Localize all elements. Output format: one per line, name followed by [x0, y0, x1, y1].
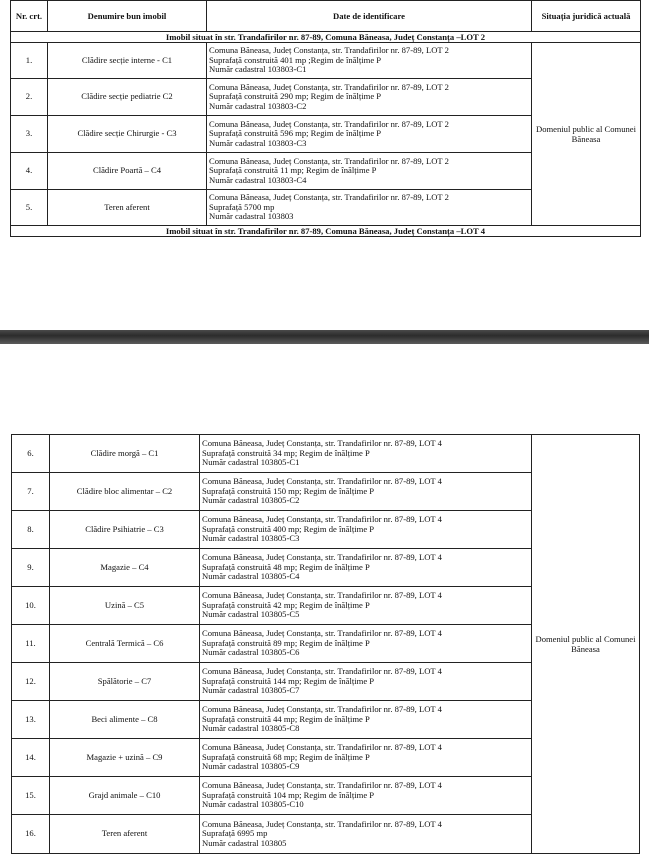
- property-name: Clădire secție pediatrie C2: [48, 79, 207, 116]
- identification-line: Suprafață construită 144 mp; Regim de înălțime P: [202, 675, 375, 686]
- property-name: Clădire secție interne - C1: [48, 43, 207, 79]
- row-number: 9.: [12, 549, 50, 587]
- identification-line: Suprafață construită 401 mp ;Regim de înălțime P: [209, 54, 382, 65]
- row-number: 3.: [11, 116, 48, 153]
- property-name: Clădire Psihiatrie – C3: [50, 511, 200, 549]
- identification-data: [207, 43, 532, 79]
- property-name: Clădire bloc alimentar – C2: [50, 473, 200, 511]
- identification-line: Suprafață construită 150 mp; Regim de înălțime P: [202, 485, 375, 496]
- row-number: 14.: [12, 739, 50, 777]
- identification-line: Comuna Băneasa, Județ Constanța, str. Trandafirilor nr. 87-89, LOT 4: [202, 438, 442, 449]
- row-number: 15.: [12, 777, 50, 815]
- identification-line: Suprafață construită 400 mp; Regim de înălțime P: [202, 523, 375, 534]
- section-title: Imobil situat în str. Trandafirilor nr. 87-89, Comuna Băneasa, Județ Constanța –LOT 4: [11, 226, 641, 237]
- identification-line: Comuna Băneasa, Județ Constanța, str. Trandafirilor nr. 87-89, LOT 4: [202, 818, 442, 829]
- identification-line: Comuna Băneasa, Județ Constanța, str. Trandafirilor nr. 87-89, LOT 4: [202, 704, 442, 715]
- identification-data: [200, 701, 532, 739]
- identification-line: Suprafață construită 44 mp; Regim de înălțime P: [202, 713, 370, 724]
- row-number: 5.: [11, 190, 48, 226]
- row-number: 1.: [11, 43, 48, 79]
- section-row-lot2: [11, 32, 641, 43]
- identification-line: Număr cadastral 103805-C1: [202, 457, 300, 468]
- identification-data: [200, 511, 532, 549]
- identification-data: [200, 625, 532, 663]
- identification-line: Suprafață construită 11 mp; Regim de înălțime P: [209, 165, 377, 176]
- property-name: Magazie + uzină – C9: [50, 739, 200, 777]
- header-data: Date de identificare: [207, 1, 532, 32]
- identification-line: Număr cadastral 103805-C9: [202, 761, 300, 772]
- row-number: 2.: [11, 79, 48, 116]
- property-name: Spălătorie – C7: [50, 663, 200, 701]
- section-row-lot4: [11, 226, 641, 237]
- inventory-table-lot2: [10, 0, 641, 237]
- identification-line: Număr cadastral 103805-C7: [202, 685, 300, 696]
- identification-line: Număr cadastral 103803-C2: [209, 100, 307, 111]
- identification-line: Comuna Băneasa, Județ Constanța, str. Trandafirilor nr. 87-89, LOT 4: [202, 552, 442, 563]
- property-name: Teren aferent: [48, 190, 207, 226]
- header-nr: Nr. crt.: [11, 1, 48, 32]
- identification-data: [200, 587, 532, 625]
- identification-line: Suprafață 6995 mp: [202, 828, 268, 839]
- identification-line: Număr cadastral 103805-C5: [202, 609, 300, 620]
- identification-line: Comuna Băneasa, Județ Constanța, str. Trandafirilor nr. 87-89, LOT 2: [209, 118, 449, 129]
- identification-line: Suprafață construită 68 mp; Regim de înălțime P: [202, 751, 370, 762]
- identification-line: Suprafață construită 89 mp; Regim de înălțime P: [202, 637, 370, 648]
- row-number: 6.: [12, 435, 50, 473]
- identification-line: Număr cadastral 103805-C3: [202, 533, 300, 544]
- identification-line: Număr cadastral 103803-C1: [209, 64, 307, 75]
- identification-line: Suprafață construită 48 mp; Regim de înălțime P: [202, 561, 370, 572]
- identification-line: Suprafață construită 34 mp; Regim de înălțime P: [202, 447, 370, 458]
- identification-data: [200, 777, 532, 815]
- property-name: Grajd animale – C10: [50, 777, 200, 815]
- identification-line: Număr cadastral 103805-C6: [202, 647, 300, 658]
- table-row: [12, 435, 640, 473]
- property-name: Beci alimente – C8: [50, 701, 200, 739]
- identification-line: Număr cadastral 103803-C4: [209, 174, 307, 185]
- identification-data: [207, 153, 532, 190]
- property-name: Magazie – C4: [50, 549, 200, 587]
- identification-line: Suprafață construită 596 mp; Regim de înălțime P: [209, 128, 382, 139]
- header-name: Denumire bun imobil: [48, 1, 207, 32]
- identification-data: [200, 473, 532, 511]
- inventory-table-lot4: [11, 434, 640, 854]
- identification-data: [200, 663, 532, 701]
- property-name: Centrală Termică – C6: [50, 625, 200, 663]
- identification-line: Comuna Băneasa, Județ Constanța, str. Trandafirilor nr. 87-89, LOT 4: [202, 590, 442, 601]
- identification-line: Comuna Băneasa, Județ Constanța, str. Trandafirilor nr. 87-89, LOT 2: [209, 81, 449, 92]
- identification-data: [207, 116, 532, 153]
- legal-status: Domeniul public al Comunei Băneasa: [532, 435, 640, 854]
- property-name: Clădire secție Chirurgie - C3: [48, 116, 207, 153]
- row-number: 8.: [12, 511, 50, 549]
- row-number: 10.: [12, 587, 50, 625]
- identification-line: Comuna Băneasa, Județ Constanța, str. Trandafirilor nr. 87-89, LOT 2: [209, 45, 449, 56]
- identification-line: Comuna Băneasa, Județ Constanța, str. Trandafirilor nr. 87-89, LOT 4: [202, 514, 442, 525]
- identification-line: Comuna Băneasa, Județ Constanța, str. Trandafirilor nr. 87-89, LOT 4: [202, 742, 442, 753]
- lot4-rows: [12, 435, 640, 854]
- identification-line: Număr cadastral 103803-C3: [209, 137, 307, 148]
- identification-line: Suprafață 5700 mp: [209, 201, 275, 212]
- header-status: Situația juridică actuală: [532, 1, 641, 32]
- identification-line: Comuna Băneasa, Județ Constanța, str. Trandafirilor nr. 87-89, LOT 2: [209, 192, 449, 203]
- identification-line: Suprafață construită 290 mp; Regim de înălțime P: [209, 91, 382, 102]
- identification-data: [207, 190, 532, 226]
- identification-line: Comuna Băneasa, Județ Constanța, str. Trandafirilor nr. 87-89, LOT 2: [209, 155, 449, 166]
- row-number: 16.: [12, 815, 50, 854]
- identification-line: Număr cadastral 103805-C8: [202, 723, 300, 734]
- identification-line: Număr cadastral 103803: [209, 211, 294, 222]
- row-number: 4.: [11, 153, 48, 190]
- lot2-rows: [11, 43, 641, 226]
- property-name: Clădire Poartă – C4: [48, 153, 207, 190]
- table-row: [11, 43, 641, 79]
- identification-line: Comuna Băneasa, Județ Constanța, str. Trandafirilor nr. 87-89, LOT 4: [202, 628, 442, 639]
- legal-status: Domeniul public al Comunei Băneasa: [532, 43, 641, 226]
- identification-data: [207, 79, 532, 116]
- row-number: 11.: [12, 625, 50, 663]
- page-divider: [0, 330, 649, 344]
- identification-line: Suprafață construită 104 mp; Regim de înălțime P: [202, 789, 375, 800]
- identification-line: Număr cadastral 103805-C10: [202, 799, 304, 810]
- identification-line: Comuna Băneasa, Județ Constanța, str. Trandafirilor nr. 87-89, LOT 4: [202, 476, 442, 487]
- identification-line: Număr cadastral 103805-C2: [202, 495, 300, 506]
- section-title: Imobil situat în str. Trandafirilor nr. 87-89, Comuna Băneasa, Județ Constanța –LOT 2: [11, 32, 641, 43]
- identification-data: [200, 549, 532, 587]
- row-number: 7.: [12, 473, 50, 511]
- identification-data: [200, 739, 532, 777]
- property-name: Clădire morgă – C1: [50, 435, 200, 473]
- identification-data: [200, 435, 532, 473]
- identification-line: Număr cadastral 103805: [202, 837, 287, 848]
- table-header-row: [11, 1, 641, 32]
- identification-line: Comuna Băneasa, Județ Constanța, str. Trandafirilor nr. 87-89, LOT 4: [202, 780, 442, 791]
- property-name: Uzină – C5: [50, 587, 200, 625]
- row-number: 12.: [12, 663, 50, 701]
- identification-line: Suprafață construită 42 mp; Regim de înălțime P: [202, 599, 370, 610]
- row-number: 13.: [12, 701, 50, 739]
- property-name: Teren aferent: [50, 815, 200, 854]
- identification-line: Număr cadastral 103805-C4: [202, 571, 300, 582]
- identification-line: Comuna Băneasa, Județ Constanța, str. Trandafirilor nr. 87-89, LOT 4: [202, 666, 442, 677]
- identification-data: [200, 815, 532, 854]
